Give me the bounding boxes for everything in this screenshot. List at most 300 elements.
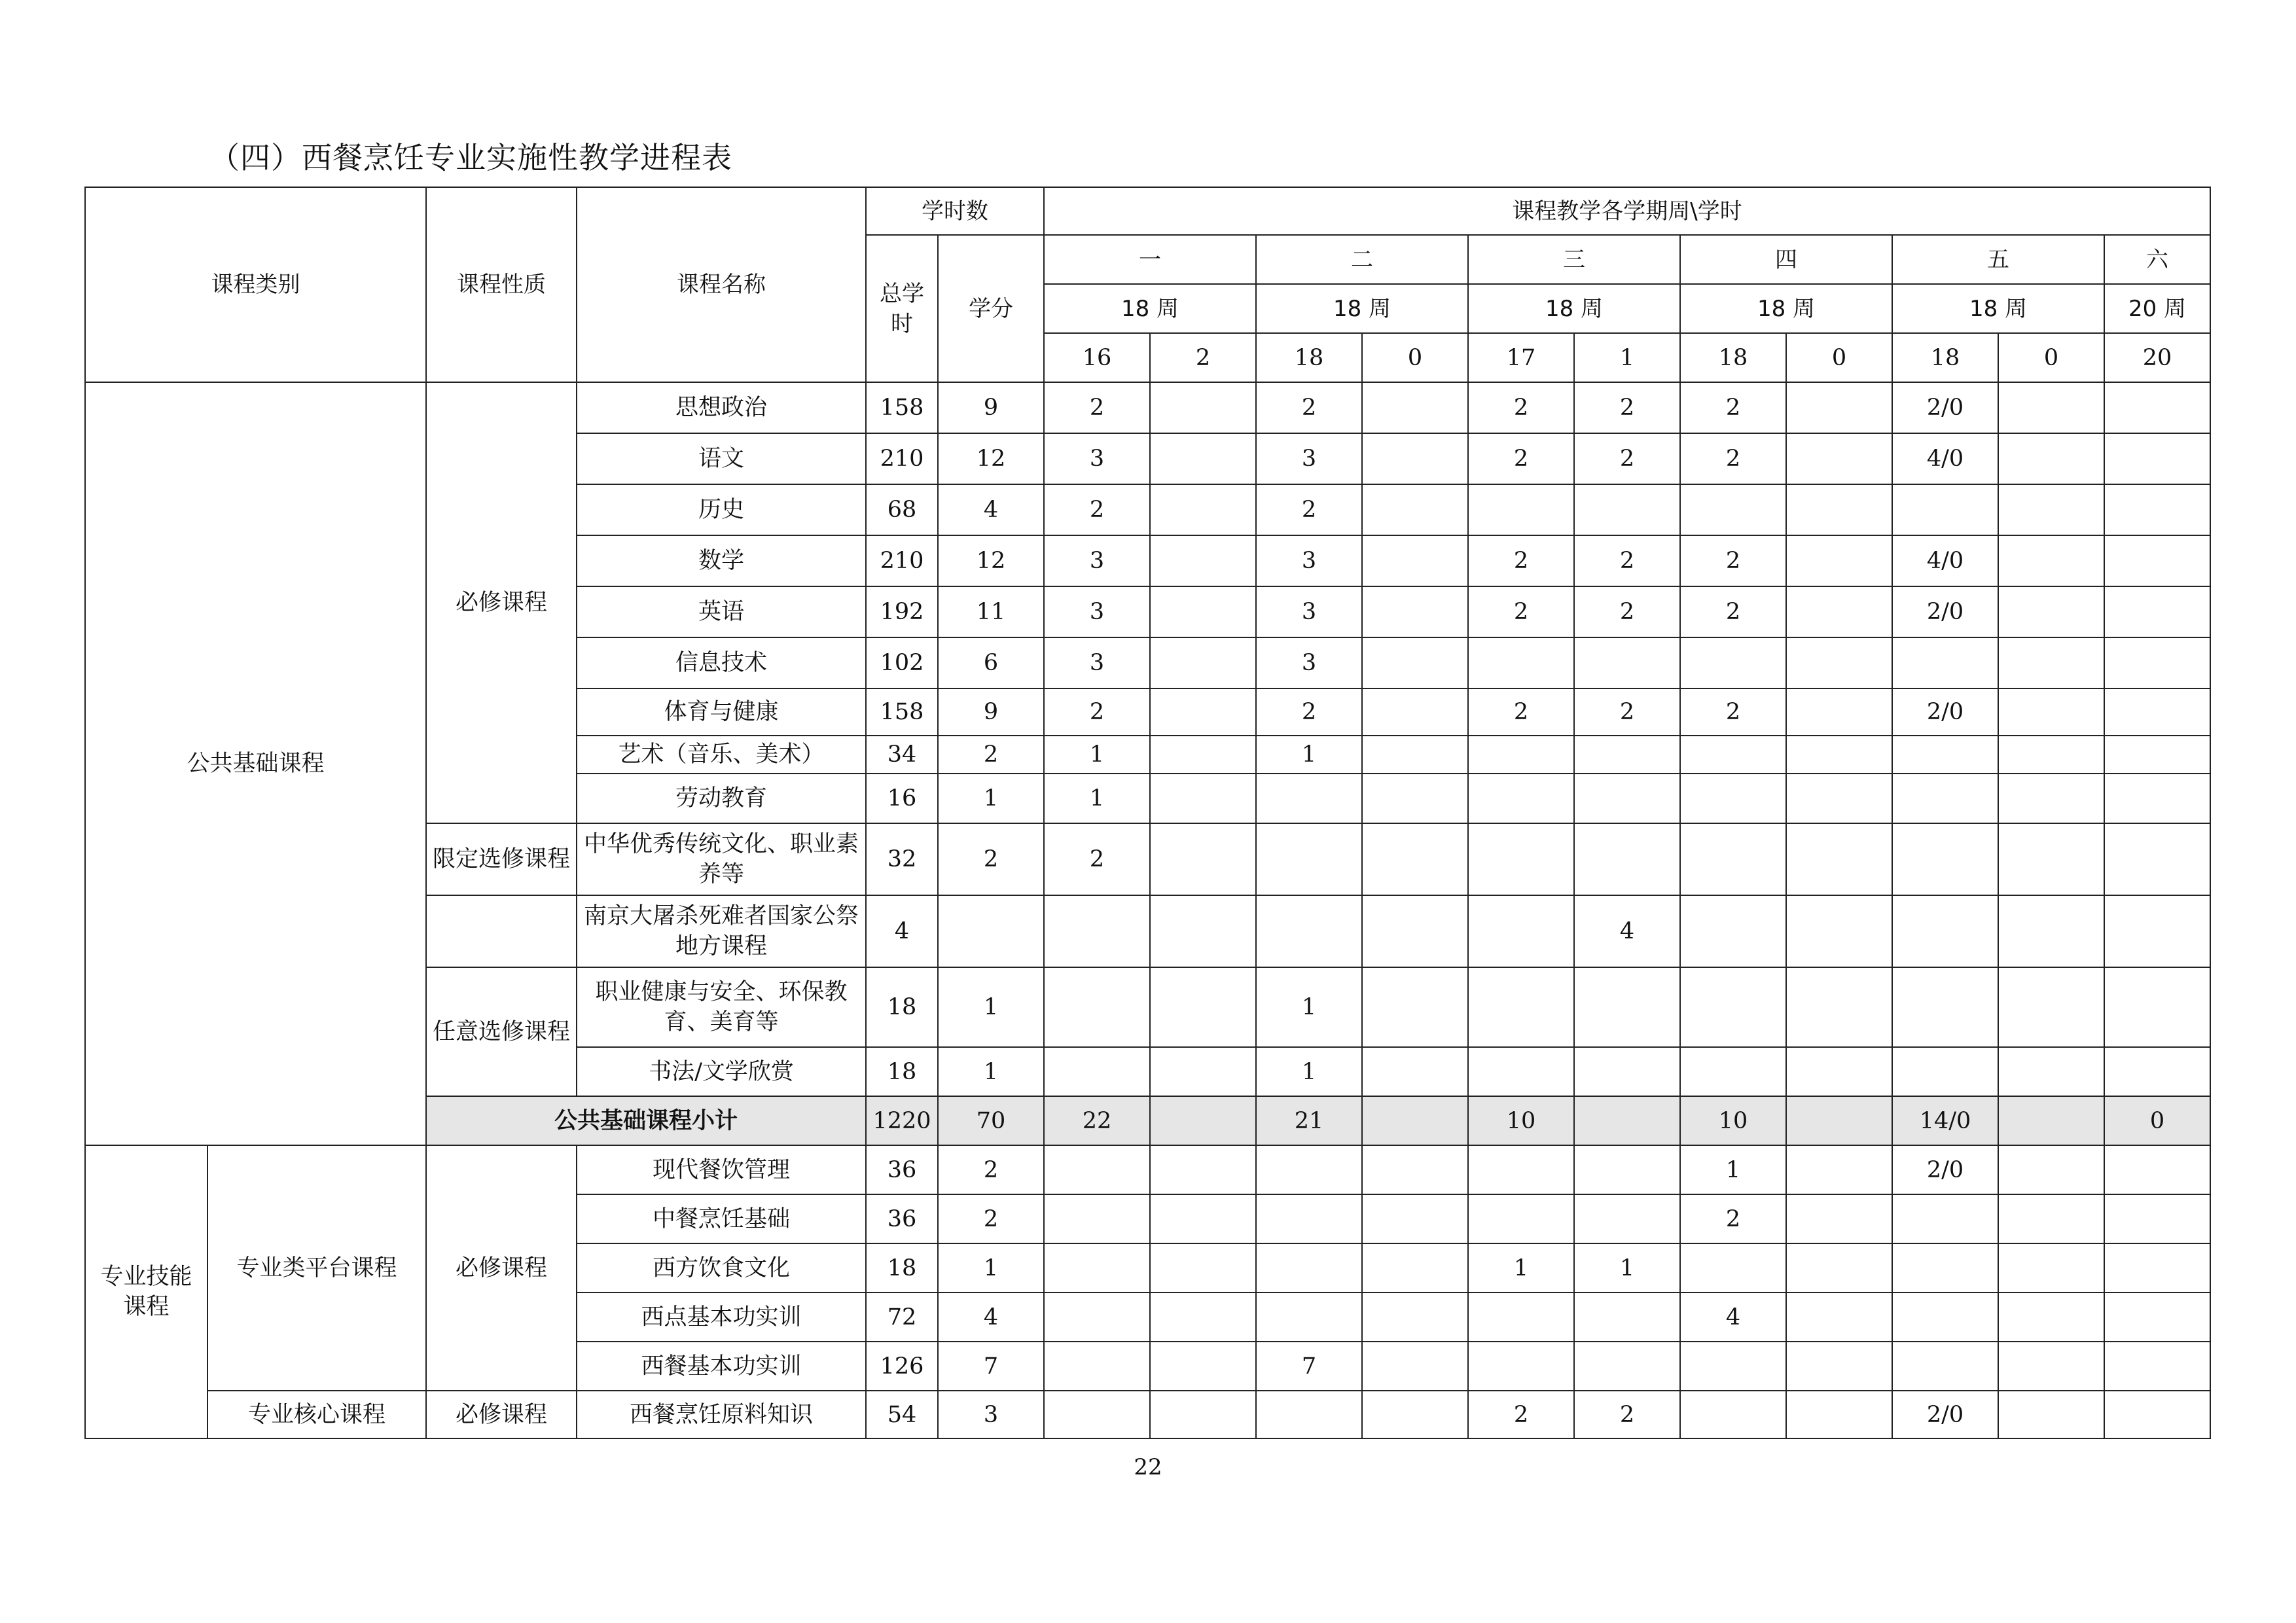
semester-hours [1256, 1194, 1362, 1243]
semester-hours [1998, 1391, 2104, 1438]
semester-hours: 2 [1044, 688, 1150, 736]
semester-hours [1362, 484, 1468, 535]
subtotal-label: 公共基础课程小计 [426, 1096, 866, 1145]
semester-hours [2104, 1047, 2210, 1096]
semester-hours: 2/0 [1892, 1391, 1998, 1438]
semester-hours: 2 [1574, 688, 1680, 736]
semester-hours [1150, 637, 1256, 688]
semester-hours [1574, 637, 1680, 688]
course-name: 历史 [577, 484, 866, 535]
course-name: 体育与健康 [577, 688, 866, 736]
total-hours: 36 [866, 1145, 938, 1194]
semester-5-name: 五 [1892, 235, 2104, 284]
semester-hours [1256, 774, 1362, 823]
semester-hours [1362, 774, 1468, 823]
semester-hours: 2 [1680, 433, 1786, 484]
total-hours: 18 [866, 1047, 938, 1096]
semester-hours [1256, 1243, 1362, 1293]
semester-hours [1998, 382, 2104, 433]
semester-hours: 3 [1256, 637, 1362, 688]
semester-3-col-b: 1 [1574, 333, 1680, 382]
semester-hours [1574, 1145, 1680, 1194]
semester-hours: 3 [1256, 535, 1362, 586]
credits [938, 895, 1044, 967]
credits: 1 [938, 967, 1044, 1047]
semester-hours [1150, 1194, 1256, 1243]
semester-hours [1786, 1047, 1892, 1096]
semester-hours [1468, 823, 1574, 895]
semester-hours [1150, 1047, 1256, 1096]
course-name: 语文 [577, 433, 866, 484]
semester-hours [1044, 1293, 1150, 1342]
semester-hours: 2 [1044, 823, 1150, 895]
credits: 4 [938, 484, 1044, 535]
semester-hours [1786, 1243, 1892, 1293]
semester-4-col-b: 0 [1786, 333, 1892, 382]
semester-hours [1150, 484, 1256, 535]
semester-hours [1574, 1194, 1680, 1243]
semester-hours [1362, 967, 1468, 1047]
course-name: 信息技术 [577, 637, 866, 688]
semester-hours [1044, 1391, 1150, 1438]
course-name: 艺术（音乐、美术） [577, 736, 866, 774]
semester-hours [1044, 1047, 1150, 1096]
semester-hours [1362, 535, 1468, 586]
group-public-basic: 公共基础课程 [85, 382, 426, 1145]
semester-hours: 3 [1044, 586, 1150, 637]
teaching-schedule-table [84, 187, 2211, 1439]
semester-hours: 2 [1468, 688, 1574, 736]
semester-hours: 2 [1256, 382, 1362, 433]
subtotal-total-hours: 1220 [866, 1096, 938, 1145]
semester-hours [1998, 637, 2104, 688]
semester-hours [1998, 1047, 2104, 1096]
semester-hours: 2 [1574, 433, 1680, 484]
total-hours: 18 [866, 1243, 938, 1293]
credits: 6 [938, 637, 1044, 688]
semester-hours: 4/0 [1892, 433, 1998, 484]
semester-hours [1362, 1145, 1468, 1194]
semester-hours [1574, 736, 1680, 774]
semester-hours [2104, 736, 2210, 774]
subtotal-semester-hours: 14/0 [1892, 1096, 1998, 1145]
credits: 2 [938, 736, 1044, 774]
semester-hours [2104, 637, 2210, 688]
semester-hours [1574, 484, 1680, 535]
semester-hours: 1 [1468, 1243, 1574, 1293]
semester-hours [2104, 967, 2210, 1047]
semester-hours [1574, 967, 1680, 1047]
semester-3-col-a: 17 [1468, 333, 1574, 382]
semester-hours: 2 [1680, 688, 1786, 736]
total-hours: 36 [866, 1194, 938, 1243]
semester-hours [2104, 382, 2210, 433]
course-name: 西方饮食文化 [577, 1243, 866, 1293]
semester-hours [1786, 1342, 1892, 1391]
semester-hours [1150, 895, 1256, 967]
course-name: 西点基本功实训 [577, 1293, 866, 1342]
semester-hours [1044, 1243, 1150, 1293]
semester-hours [1786, 1194, 1892, 1243]
semester-hours [1892, 1047, 1998, 1096]
semester-hours [1786, 586, 1892, 637]
semester-hours [1468, 484, 1574, 535]
semester-hours [1256, 823, 1362, 895]
semester-hours [1468, 1194, 1574, 1243]
semester-hours [1150, 382, 1256, 433]
semester-hours [1892, 736, 1998, 774]
semester-hours [1362, 1047, 1468, 1096]
semester-3-name: 三 [1468, 235, 1680, 284]
semester-hours: 2/0 [1892, 382, 1998, 433]
subtotal-semester-hours: 21 [1256, 1096, 1362, 1145]
semester-hours [2104, 1243, 2210, 1293]
semester-hours [2104, 823, 2210, 895]
page-number: 22 [1134, 1454, 1162, 1480]
semester-hours [1892, 895, 1998, 967]
semester-hours [1680, 1391, 1786, 1438]
semester-3-weeks: 18 周 [1468, 284, 1680, 333]
nature-required-3: 必修课程 [426, 1391, 577, 1438]
course-name: 数学 [577, 535, 866, 586]
semester-hours [1256, 1391, 1362, 1438]
semester-hours [1256, 895, 1362, 967]
semester-hours [1680, 637, 1786, 688]
semester-hours [1680, 823, 1786, 895]
total-hours: 158 [866, 382, 938, 433]
semester-hours: 2 [1680, 535, 1786, 586]
semester-hours: 4 [1574, 895, 1680, 967]
semester-hours [1468, 1293, 1574, 1342]
semester-hours [1998, 1293, 2104, 1342]
semester-hours [1680, 895, 1786, 967]
semester-hours [1786, 736, 1892, 774]
semester-hours: 2 [1256, 688, 1362, 736]
semester-hours [2104, 535, 2210, 586]
semester-hours: 7 [1256, 1342, 1362, 1391]
credits: 12 [938, 535, 1044, 586]
subtotal-semester-hours [1786, 1096, 1892, 1145]
semester-hours [1150, 1391, 1256, 1438]
semester-hours [1786, 1391, 1892, 1438]
semester-hours: 4/0 [1892, 535, 1998, 586]
semester-hours [1786, 382, 1892, 433]
semester-hours [1362, 637, 1468, 688]
semester-hours: 2 [1574, 382, 1680, 433]
semester-hours [1362, 586, 1468, 637]
header-category: 课程类别 [85, 187, 426, 382]
semester-hours [1998, 1194, 2104, 1243]
semester-hours [1892, 484, 1998, 535]
semester-hours [1256, 1145, 1362, 1194]
table-row [85, 1145, 2210, 1194]
semester-hours [1998, 895, 2104, 967]
group-professional-skills: 专业技能课程 [85, 1145, 207, 1438]
semester-hours [1786, 433, 1892, 484]
semester-hours [1574, 774, 1680, 823]
credits: 2 [938, 823, 1044, 895]
course-name: 西餐烹饪原料知识 [577, 1391, 866, 1438]
semester-hours: 4 [1680, 1293, 1786, 1342]
semester-hours [2104, 688, 2210, 736]
semester-hours: 1 [1574, 1243, 1680, 1293]
semester-6-col-a: 20 [2104, 333, 2210, 382]
semester-hours [1362, 1391, 1468, 1438]
total-hours: 210 [866, 535, 938, 586]
semester-1-weeks: 18 周 [1044, 284, 1256, 333]
header-row-1 [85, 187, 2210, 235]
header-total-hours: 总学时 [866, 235, 938, 382]
semester-hours: 1 [1256, 1047, 1362, 1096]
credits: 7 [938, 1342, 1044, 1391]
total-hours: 32 [866, 823, 938, 895]
table-body [85, 187, 2210, 1438]
semester-hours [1998, 484, 2104, 535]
nature-free-elective: 任意选修课程 [426, 967, 577, 1096]
semester-hours [1786, 823, 1892, 895]
semester-hours: 2 [1468, 433, 1574, 484]
semester-hours: 2 [1468, 586, 1574, 637]
semester-hours: 1 [1680, 1145, 1786, 1194]
semester-hours [1362, 433, 1468, 484]
semester-hours [1892, 823, 1998, 895]
semester-hours [1680, 774, 1786, 823]
semester-hours [1786, 688, 1892, 736]
semester-1-col-b: 2 [1150, 333, 1256, 382]
course-name: 中餐烹饪基础 [577, 1194, 866, 1243]
semester-hours: 2/0 [1892, 1145, 1998, 1194]
semester-hours [2104, 1391, 2210, 1438]
semester-hours [1786, 895, 1892, 967]
semester-hours [2104, 895, 2210, 967]
semester-hours [1150, 736, 1256, 774]
semester-hours [2104, 1342, 2210, 1391]
subtotal-credits: 70 [938, 1096, 1044, 1145]
semester-hours [1150, 688, 1256, 736]
group-platform-courses: 专业类平台课程 [207, 1145, 426, 1391]
subtotal-semester-hours: 0 [2104, 1096, 2210, 1145]
semester-hours [2104, 433, 2210, 484]
credits: 1 [938, 1243, 1044, 1293]
semester-hours: 2 [1468, 1391, 1574, 1438]
semester-hours [1892, 967, 1998, 1047]
semester-hours [1786, 535, 1892, 586]
semester-hours: 2/0 [1892, 586, 1998, 637]
semester-4-name: 四 [1680, 235, 1892, 284]
subtotal-semester-hours [1574, 1096, 1680, 1145]
credits: 9 [938, 382, 1044, 433]
total-hours: 34 [866, 736, 938, 774]
semester-5-col-b: 0 [1998, 333, 2104, 382]
semester-hours [1680, 1342, 1786, 1391]
total-hours: 210 [866, 433, 938, 484]
header-hours-group: 学时数 [866, 187, 1044, 235]
total-hours: 68 [866, 484, 938, 535]
header-semester-group: 课程教学各学期周\学时 [1044, 187, 2210, 235]
semester-hours: 2 [1680, 586, 1786, 637]
semester-hours [1362, 895, 1468, 967]
semester-hours [1998, 1145, 2104, 1194]
semester-hours [1998, 967, 2104, 1047]
nature-required-2: 必修课程 [426, 1145, 577, 1391]
semester-hours [1468, 967, 1574, 1047]
semester-hours [1468, 1342, 1574, 1391]
total-hours: 4 [866, 895, 938, 967]
credits: 4 [938, 1293, 1044, 1342]
semester-hours [1680, 1243, 1786, 1293]
semester-hours [2104, 1145, 2210, 1194]
semester-hours: 3 [1256, 433, 1362, 484]
semester-hours [1362, 1194, 1468, 1243]
credits: 12 [938, 433, 1044, 484]
semester-hours: 3 [1044, 433, 1150, 484]
semester-hours [1998, 774, 2104, 823]
semester-hours [1998, 1243, 2104, 1293]
subtotal-semester-hours [1998, 1096, 2104, 1145]
table-row [85, 1391, 2210, 1438]
semester-hours [1044, 967, 1150, 1047]
page-title: （四）西餐烹饪专业实施性教学进程表 [209, 140, 732, 175]
total-hours: 158 [866, 688, 938, 736]
total-hours: 18 [866, 967, 938, 1047]
credits: 1 [938, 1047, 1044, 1096]
semester-hours [1468, 637, 1574, 688]
semester-hours: 1 [1044, 774, 1150, 823]
semester-hours [1574, 1342, 1680, 1391]
semester-hours [1044, 1342, 1150, 1391]
semester-6-weeks: 20 周 [2104, 284, 2210, 333]
semester-hours [1680, 967, 1786, 1047]
semester-hours [1998, 688, 2104, 736]
course-name: 思想政治 [577, 382, 866, 433]
semester-hours: 2 [1044, 382, 1150, 433]
semester-hours [1786, 484, 1892, 535]
total-hours: 72 [866, 1293, 938, 1342]
semester-hours: 3 [1044, 637, 1150, 688]
header-credits: 学分 [938, 235, 1044, 382]
semester-hours [2104, 1293, 2210, 1342]
semester-hours [1362, 1243, 1468, 1293]
semester-hours [1786, 637, 1892, 688]
semester-2-col-b: 0 [1362, 333, 1468, 382]
semester-hours [1150, 433, 1256, 484]
semester-hours [1362, 823, 1468, 895]
nature-required: 必修课程 [426, 382, 577, 823]
semester-hours [1362, 382, 1468, 433]
semester-2-name: 二 [1256, 235, 1468, 284]
semester-hours [1892, 637, 1998, 688]
credits: 3 [938, 1391, 1044, 1438]
semester-4-weeks: 18 周 [1680, 284, 1892, 333]
semester-hours: 2 [1574, 586, 1680, 637]
semester-hours [1892, 1342, 1998, 1391]
course-name: 现代餐饮管理 [577, 1145, 866, 1194]
credits: 9 [938, 688, 1044, 736]
semester-hours: 3 [1044, 535, 1150, 586]
semester-4-col-a: 18 [1680, 333, 1786, 382]
semester-hours [1150, 586, 1256, 637]
semester-hours [1362, 1342, 1468, 1391]
credits: 2 [938, 1194, 1044, 1243]
semester-hours [1468, 895, 1574, 967]
subtotal-semester-hours: 10 [1468, 1096, 1574, 1145]
semester-hours: 1 [1256, 736, 1362, 774]
semester-hours [1150, 967, 1256, 1047]
semester-5-weeks: 18 周 [1892, 284, 2104, 333]
total-hours: 126 [866, 1342, 938, 1391]
semester-hours [1044, 1145, 1150, 1194]
nature-limited-elective: 限定选修课程 [426, 823, 577, 895]
semester-hours [1256, 1293, 1362, 1342]
semester-hours [1574, 823, 1680, 895]
semester-hours: 2 [1256, 484, 1362, 535]
credits: 2 [938, 1145, 1044, 1194]
semester-hours [1150, 774, 1256, 823]
semester-hours: 2/0 [1892, 688, 1998, 736]
subtotal-semester-hours: 10 [1680, 1096, 1786, 1145]
semester-hours [1150, 823, 1256, 895]
semester-hours [1680, 1047, 1786, 1096]
semester-hours: 1 [1044, 736, 1150, 774]
nature-empty [426, 895, 577, 967]
semester-hours [1998, 535, 2104, 586]
semester-hours [1468, 1145, 1574, 1194]
header-nature: 课程性质 [426, 187, 577, 382]
semester-hours [1786, 967, 1892, 1047]
semester-hours [1892, 1243, 1998, 1293]
table-row [85, 382, 2210, 433]
semester-5-col-a: 18 [1892, 333, 1998, 382]
semester-hours [1574, 1293, 1680, 1342]
credits: 1 [938, 774, 1044, 823]
semester-hours: 1 [1256, 967, 1362, 1047]
semester-2-col-a: 18 [1256, 333, 1362, 382]
semester-hours [1150, 1243, 1256, 1293]
semester-hours: 2 [1468, 535, 1574, 586]
semester-hours [1998, 433, 2104, 484]
semester-hours [1998, 823, 2104, 895]
semester-hours [1786, 774, 1892, 823]
course-name: 英语 [577, 586, 866, 637]
semester-hours [1680, 736, 1786, 774]
semester-1-name: 一 [1044, 235, 1256, 284]
semester-hours: 2 [1574, 535, 1680, 586]
semester-hours [1468, 774, 1574, 823]
semester-hours: 2 [1044, 484, 1150, 535]
group-core-courses: 专业核心课程 [207, 1391, 426, 1438]
subtotal-semester-hours [1150, 1096, 1256, 1145]
semester-6-name: 六 [2104, 235, 2210, 284]
course-name: 书法/文学欣赏 [577, 1047, 866, 1096]
semester-hours [1362, 688, 1468, 736]
semester-hours [2104, 1194, 2210, 1243]
subtotal-semester-hours [1362, 1096, 1468, 1145]
semester-hours [1892, 774, 1998, 823]
semester-1-col-a: 16 [1044, 333, 1150, 382]
total-hours: 54 [866, 1391, 938, 1438]
semester-hours [1150, 1145, 1256, 1194]
semester-hours [1574, 1047, 1680, 1096]
semester-hours: 2 [1468, 382, 1574, 433]
semester-hours: 2 [1680, 382, 1786, 433]
credits: 11 [938, 586, 1044, 637]
course-name: 职业健康与安全、环保教育、美育等 [577, 967, 866, 1047]
semester-hours [1892, 1194, 1998, 1243]
header-course: 课程名称 [577, 187, 866, 382]
semester-hours [2104, 484, 2210, 535]
semester-hours [2104, 586, 2210, 637]
semester-hours [1362, 1293, 1468, 1342]
